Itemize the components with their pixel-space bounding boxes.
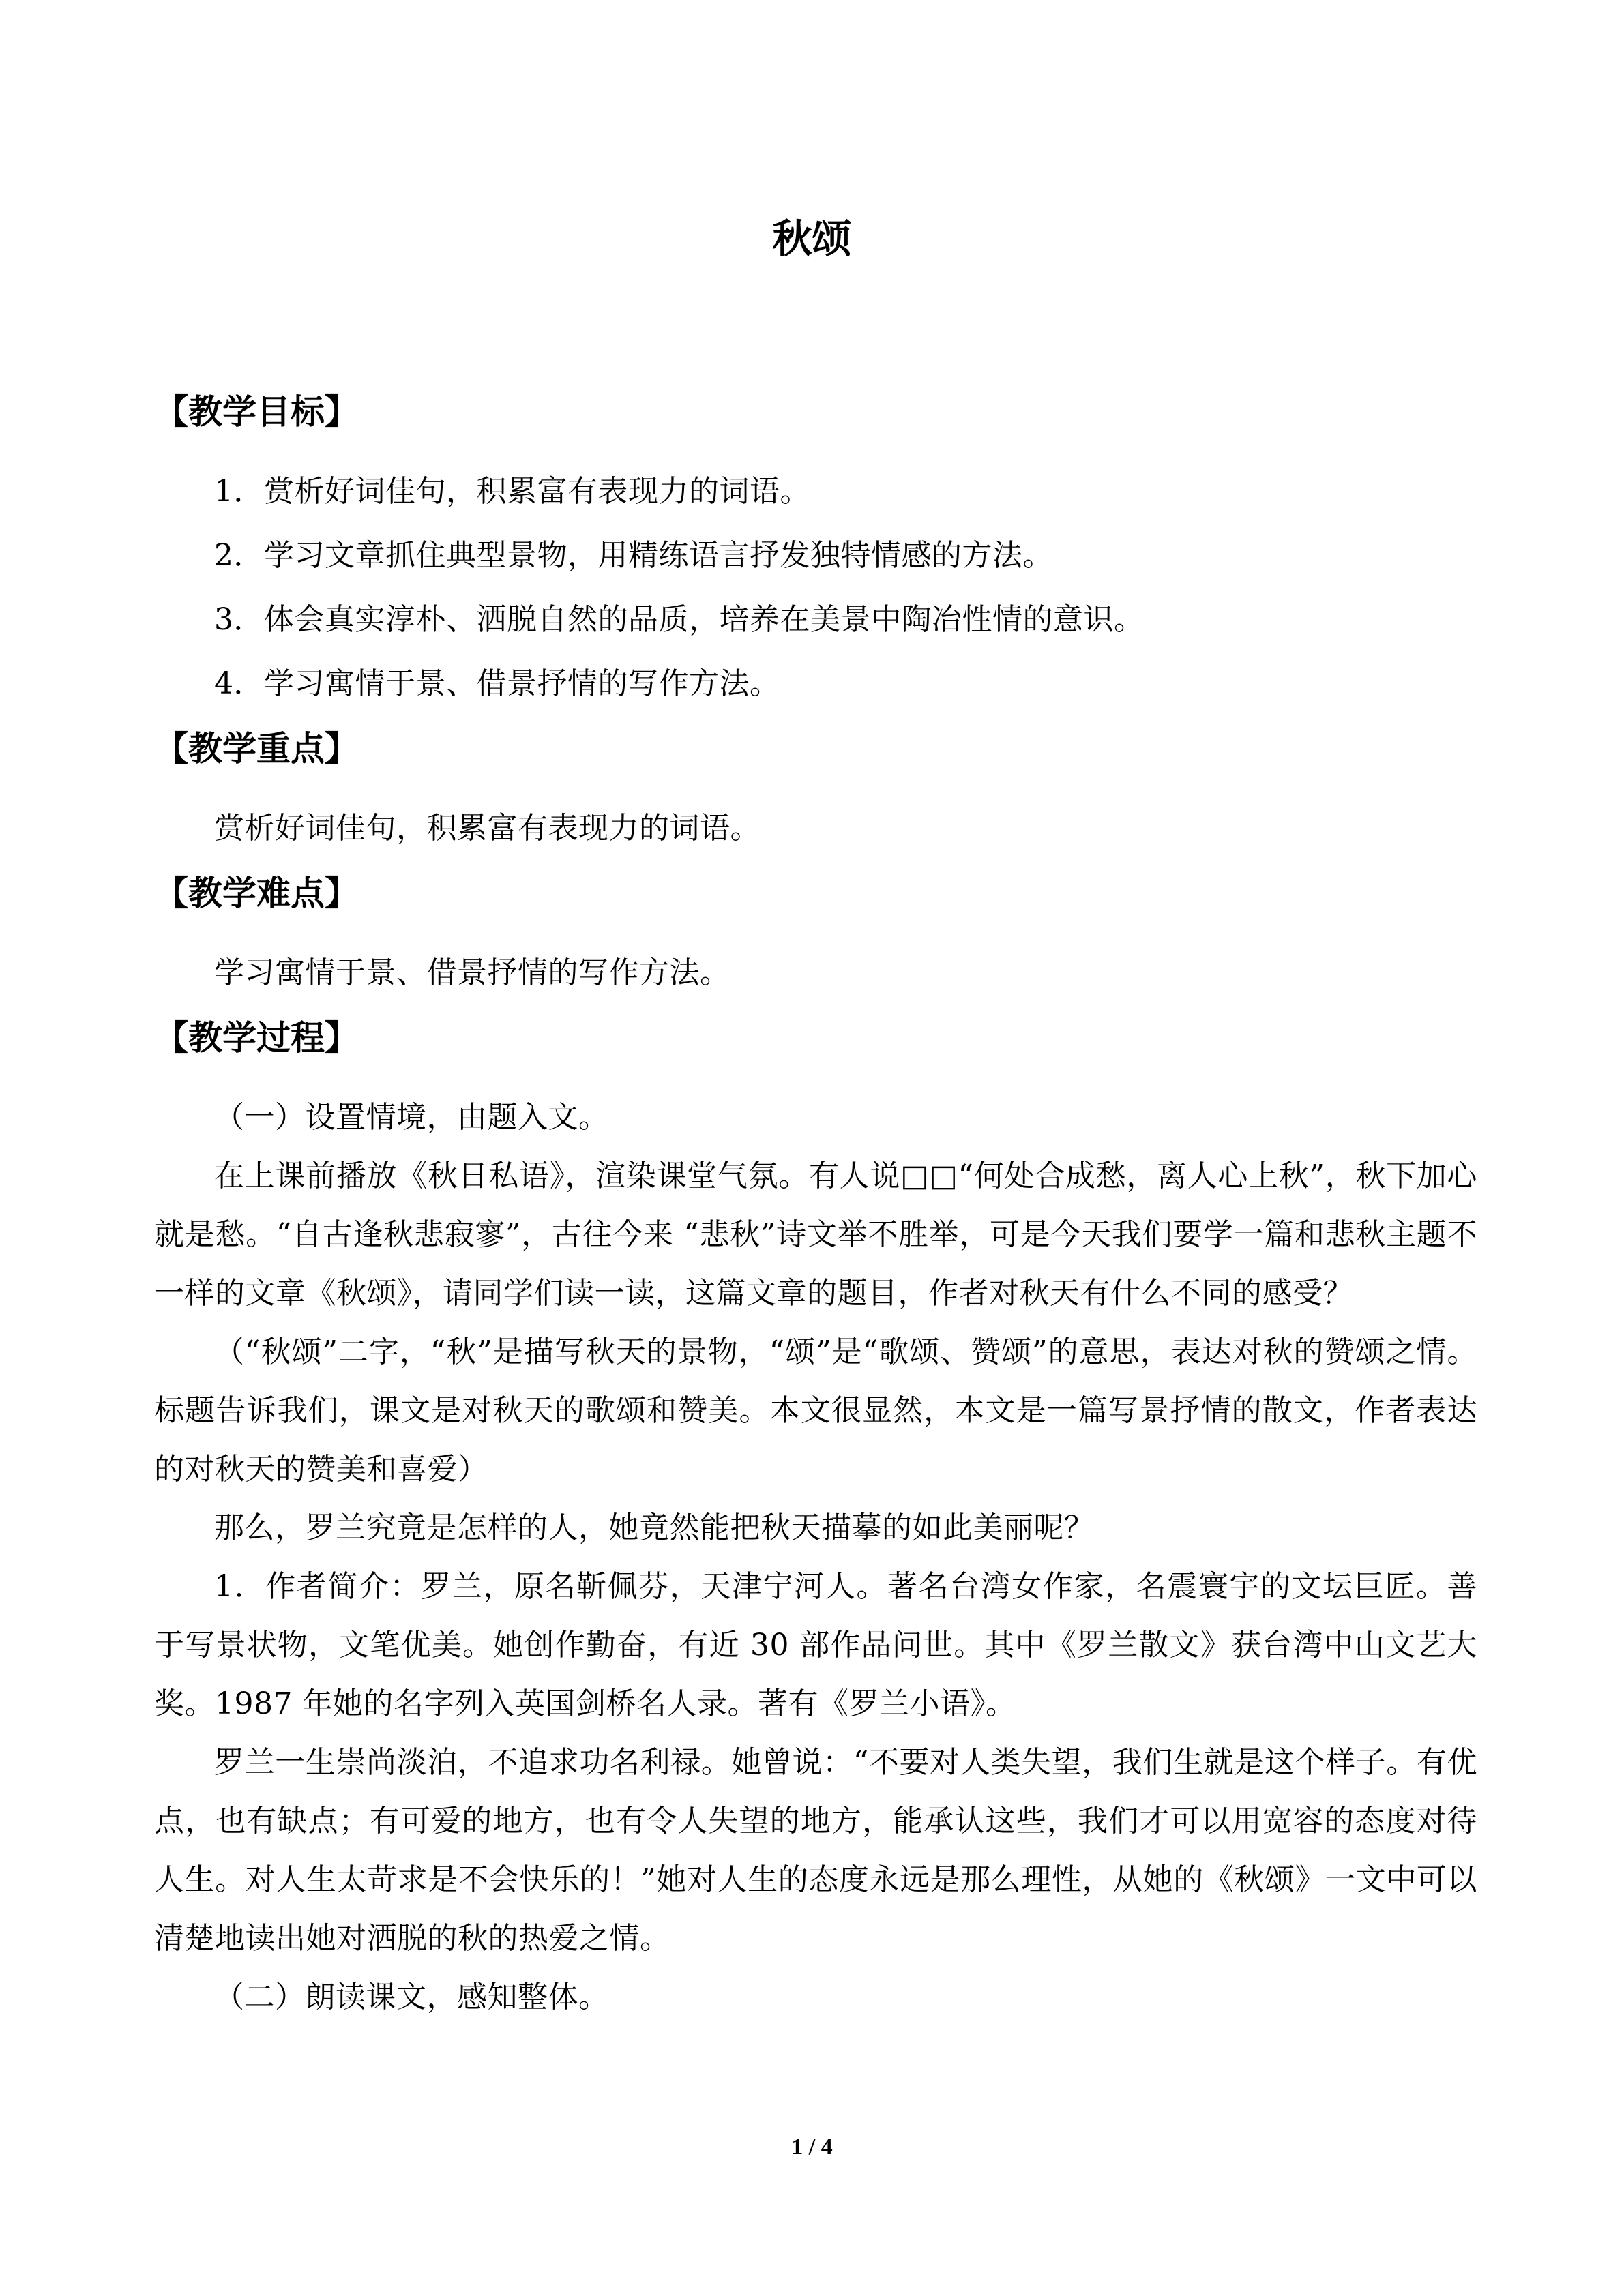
- process-paragraph: 那么，罗兰究竟是怎样的人，她竟然能把秋天描摹的如此美丽呢？: [214, 1510, 1095, 1545]
- key-points-text: 赏析好词佳句，积累富有表现力的词语。: [214, 811, 761, 846]
- document-body: [154, 382, 1477, 2027]
- section-heading-process: 【教学过程】: [154, 1018, 359, 1058]
- process-paragraph: 罗兰一生崇尚淡泊，不追求功名利禄。她曾说：“不要对人类失望，我们生就是这个样子。有优点，也有缺点；有可爱的地方，也有令人失望的地方，能承认这些，我们才可以用宽容的态度对待人生。对人生太苛求是不会快乐的！”她对人生的态度永远是那么理性，从她的《秋颂》一文中可以清楚地读出她对洒脱的秋的热爱之情。: [154, 1745, 1477, 1956]
- process-paragraph: （一）设置情境，由题入文。: [214, 1100, 609, 1135]
- objective-item: 4．学习寓情于景、借景抒情的写作方法。: [214, 666, 780, 701]
- process-paragraph: 在上课前播放《秋日私语》，渲染课堂气氛。有人说□□“何处合成愁，离人心上秋”，秋下加心就是愁。“自古逢秋悲寂寥”，古往今来 “悲秋”诗文举不胜举，可是今天我们要学一篇和悲秋主题不一样的文章《秋颂》，请同学们读一读，这篇文章的题目，作者对秋天有什么不同的感受？: [154, 1159, 1477, 1311]
- section-heading-objectives: 【教学目标】: [154, 392, 359, 432]
- process-paragraph: 1．作者简介：罗兰，原名靳佩芬，天津宁河人。著名台湾女作家，名震寰宇的文坛巨匠。善于写景状物，文笔优美。她创作勤奋，有近 30 部作品问世。其中《罗兰散文》获台湾中山文艺大奖。1987 年她的名字列入英国剑桥名人录。著有《罗兰小语》。: [154, 1569, 1477, 1721]
- objective-item: 2．学习文章抓住典型景物，用精练语言抒发独特情感的方法。: [214, 538, 1053, 573]
- page-number: 1 / 4: [791, 2134, 833, 2160]
- objective-item: 1．赏析好词佳句，积累富有表现力的词语。: [214, 474, 810, 509]
- section-heading-key-points: 【教学重点】: [154, 729, 359, 769]
- page-title: 秋颂: [772, 215, 852, 262]
- process-paragraph: （二）朗读课文，感知整体。: [214, 1980, 609, 2014]
- process-paragraph: （“秋颂”二字，“秋”是描写秋天的景物，“颂”是“歌颂、赞颂”的意思，表达对秋的赞颂之情。标题告诉我们，课文是对秋天的歌颂和赞美。本文很显然，本文是一篇写景抒情的散文，作者表达的对秋天的赞美和喜爱）: [154, 1335, 1477, 1487]
- section-heading-difficulties: 【教学难点】: [154, 874, 359, 913]
- difficulties-text: 学习寓情于景、借景抒情的写作方法。: [214, 955, 730, 990]
- objective-item: 3．体会真实淳朴、洒脱自然的品质，培养在美景中陶冶性情的意识。: [214, 602, 1145, 637]
